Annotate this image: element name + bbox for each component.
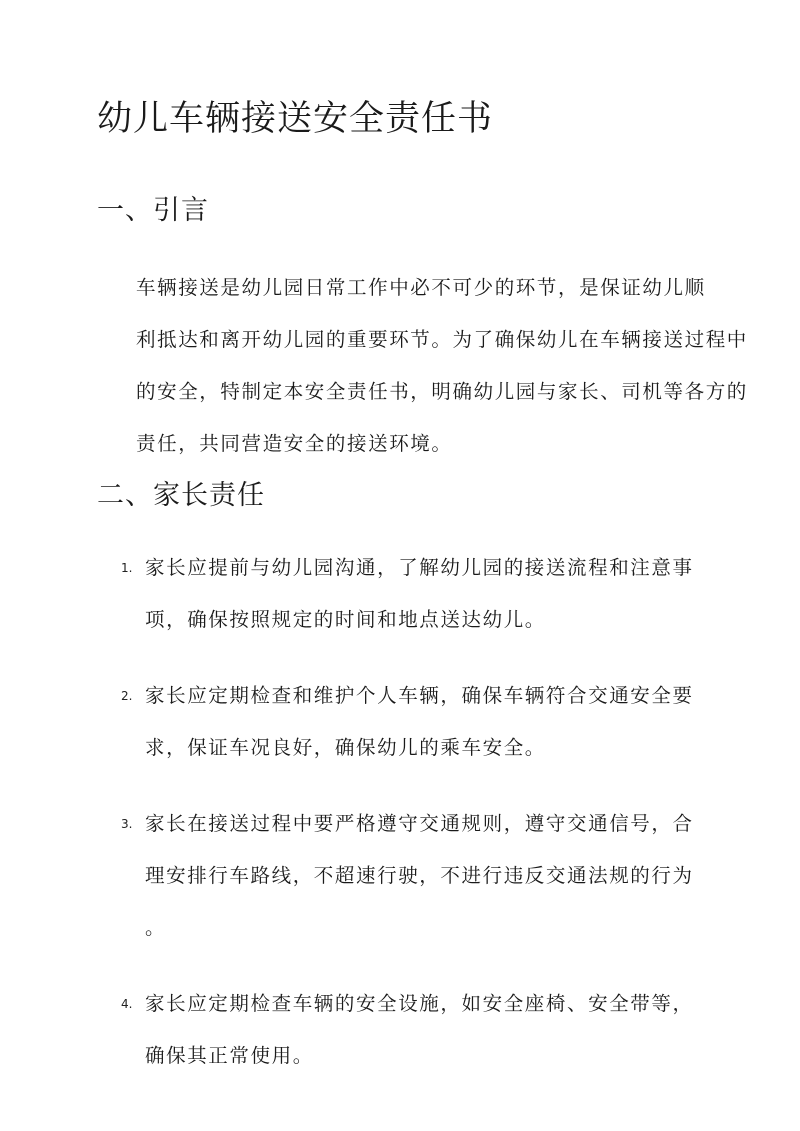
- section-heading-parent-responsibilities: 二、家长责任: [97, 480, 265, 511]
- list-item: [0, 542, 800, 646]
- list-item-number: 3.: [121, 817, 133, 831]
- section-heading-introduction: 一、引言: [97, 195, 209, 226]
- parent-responsibility-list: [0, 542, 800, 1106]
- list-item-line: 家长应定期检查和维护个人车辆，确保车辆符合交通安全要: [145, 684, 694, 707]
- list-item-number: 4.: [121, 997, 133, 1011]
- paragraph-line: 的安全，特制定本安全责任书，明确幼儿园与家长、司机等各方的: [136, 380, 748, 403]
- list-item-line: 理安排行车路线，不超速行驶，不进行违反交通法规的行为: [145, 864, 694, 887]
- list-item-number: 2.: [121, 689, 133, 703]
- paragraph-line: 利抵达和离开幼儿园的重要环节。为了确保幼儿在车辆接送过程中: [136, 328, 748, 351]
- list-item: [0, 670, 800, 774]
- list-item: [0, 978, 800, 1082]
- list-item-number: 1.: [121, 561, 133, 575]
- list-item-line: 确保其正常使用。: [145, 1044, 314, 1067]
- list-item-text: [145, 978, 694, 1082]
- list-item-line: 项，确保按照规定的时间和地点送达幼儿。: [145, 608, 546, 631]
- list-item-line: 家长应提前与幼儿园沟通，了解幼儿园的接送流程和注意事: [145, 556, 694, 579]
- list-item-text: [145, 670, 694, 774]
- introduction-paragraph: [97, 262, 748, 470]
- list-item-line: 。: [145, 916, 167, 939]
- list-item-text: [145, 542, 694, 646]
- paragraph-line: 车辆接送是幼儿园日常工作中必不可少的环节，是保证幼儿顺: [136, 276, 706, 299]
- document-title: 幼儿车辆接送安全责任书: [97, 99, 494, 139]
- list-item-line: 家长应定期检查车辆的安全设施，如安全座椅、安全带等，: [145, 992, 694, 1015]
- list-item: [0, 798, 800, 954]
- list-item-line: 家长在接送过程中要严格遵守交通规则，遵守交通信号，合: [145, 812, 694, 835]
- paragraph-line: 责任，共同营造安全的接送环境。: [136, 432, 453, 455]
- list-item-line: 求，保证车况良好，确保幼儿的乘车安全。: [145, 736, 546, 759]
- list-item-text: [145, 798, 694, 954]
